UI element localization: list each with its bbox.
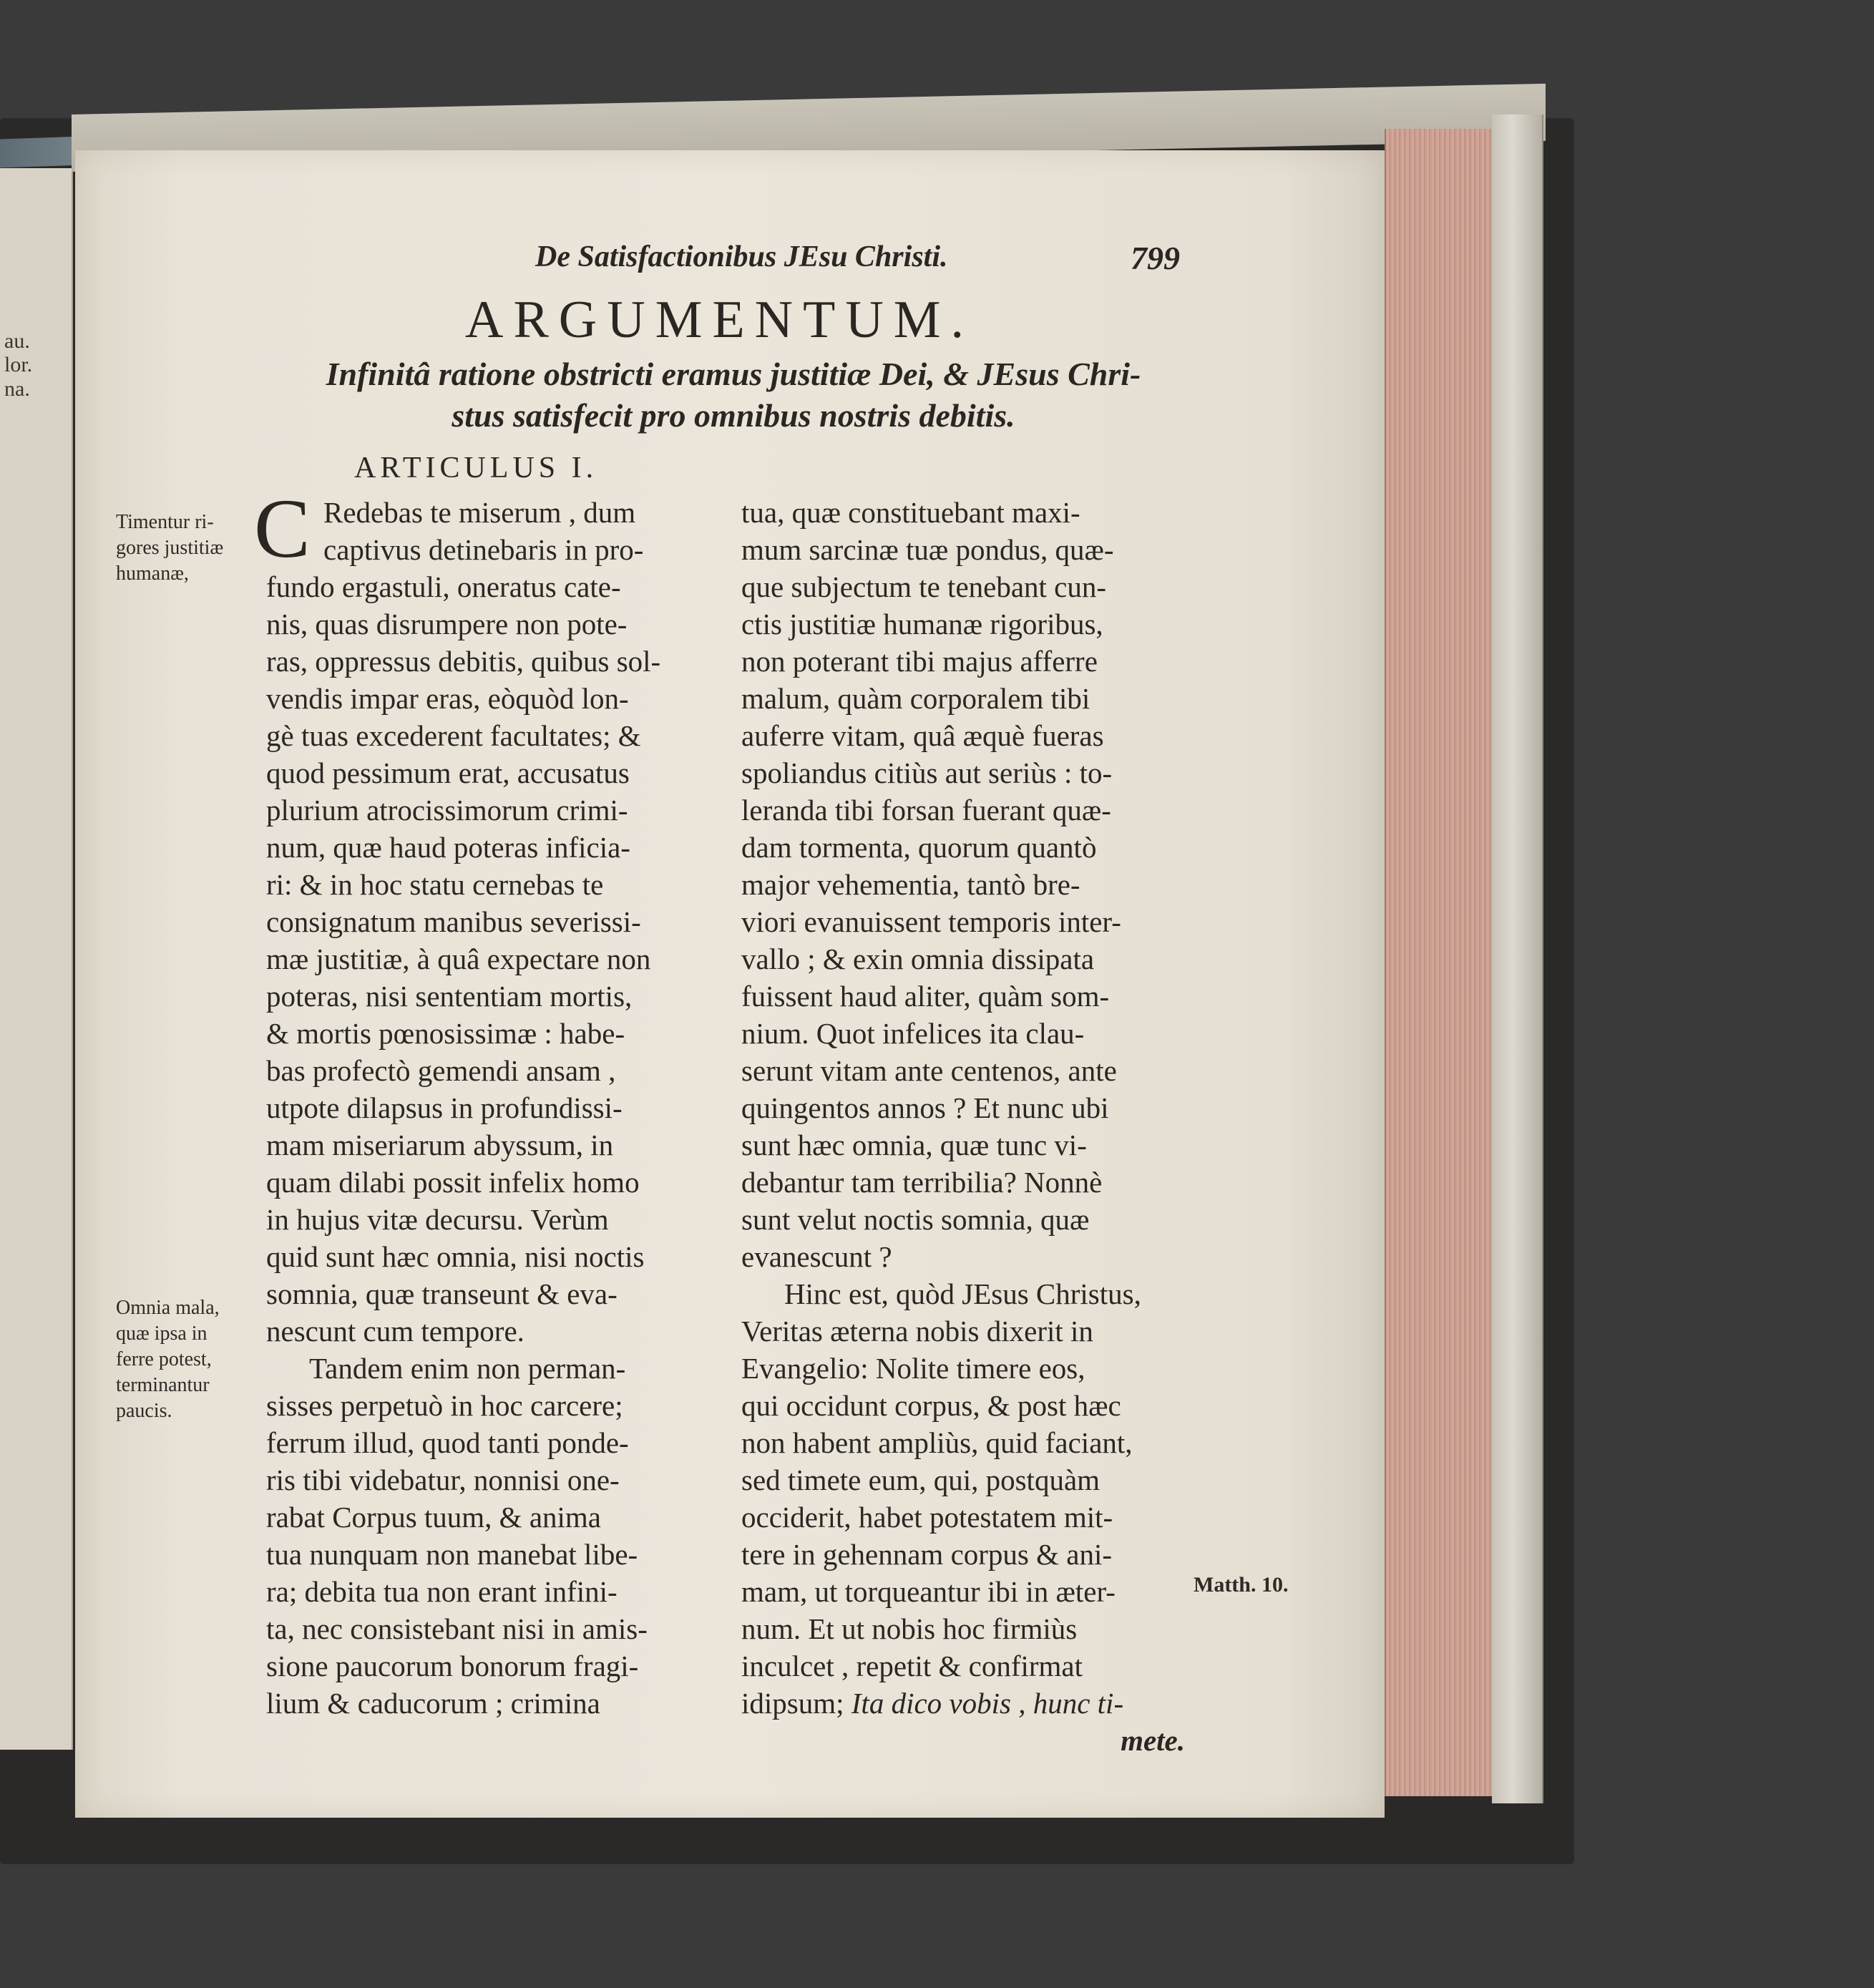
text-line: non poterant tibi majus afferre bbox=[741, 645, 1098, 678]
margin-note-line: ferre potest, bbox=[116, 1348, 212, 1370]
text-line: debantur tam terribilia? Nonnè bbox=[741, 1166, 1103, 1199]
subtitle-line: stus satisfecit pro omnibus nostris debitis. bbox=[452, 397, 1015, 434]
catchword: mete. bbox=[1121, 1724, 1185, 1757]
text-line: Evangelio: Nolite timere eos, bbox=[741, 1352, 1085, 1385]
text-line: in hujus vitæ decursu. Verùm bbox=[266, 1203, 609, 1236]
text-roman: idipsum; bbox=[741, 1687, 851, 1720]
book-cover-edge bbox=[1492, 114, 1543, 1803]
text-line: rabat Corpus tuum, & anima bbox=[266, 1501, 601, 1534]
article-heading: ARTICULUS I. bbox=[354, 452, 598, 484]
drop-cap: C bbox=[254, 482, 311, 575]
text-line: spoliandus citiùs aut seriùs : to- bbox=[741, 756, 1113, 789]
text-line: vendis impar eras, eòquòd lon- bbox=[266, 682, 629, 715]
left-page-fragment: lor. bbox=[4, 353, 33, 376]
text-line: utpote dilapsus in profundissi- bbox=[266, 1091, 623, 1124]
text-italic: Ita dico vobis , hunc ti- bbox=[851, 1687, 1124, 1720]
text-line: quod pessimum erat, accusatus bbox=[266, 756, 630, 789]
margin-note-line: Timentur ri- bbox=[116, 511, 214, 533]
right-column bbox=[741, 494, 1185, 1759]
margin-note-line: terminantur bbox=[116, 1374, 210, 1396]
page-number: 799 bbox=[1131, 240, 1180, 276]
text-line: ta, nec consistebant nisi in amis- bbox=[266, 1612, 648, 1645]
text-line: sunt velut noctis somnia, quæ bbox=[741, 1203, 1090, 1236]
margin-note-line: gores justitiæ bbox=[116, 537, 224, 559]
margin-note bbox=[116, 1295, 220, 1424]
text-line: evanescunt ? bbox=[741, 1240, 892, 1273]
text-line: ras, oppressus debitis, quibus sol- bbox=[266, 645, 661, 678]
text-line: malum, quàm corporalem tibi bbox=[741, 682, 1090, 715]
text-line: nescunt cum tempore. bbox=[266, 1315, 524, 1348]
text-line: mam, ut torqueantur ibi in æter- bbox=[741, 1575, 1116, 1608]
text-line: lium & caducorum ; crimina bbox=[266, 1687, 600, 1720]
text-line: quam dilabi possit infelix homo bbox=[266, 1166, 640, 1199]
text-line: ris tibi videbatur, nonnisi one- bbox=[266, 1463, 620, 1496]
left-page-fragment: na. bbox=[4, 377, 30, 401]
text-line: sed timete eum, qui, postquàm bbox=[741, 1463, 1101, 1496]
running-head: De Satisfactionibus JEsu Christi. bbox=[535, 240, 948, 273]
text-line: plurium atrocissimorum crimi- bbox=[266, 794, 628, 827]
text-line: Veritas æterna nobis dixerit in bbox=[741, 1315, 1093, 1348]
margin-note bbox=[116, 510, 223, 587]
margin-note-line: humanæ, bbox=[116, 562, 189, 585]
text-line: que subjectum te tenebant cun- bbox=[741, 570, 1107, 603]
text-line: ri: & in hoc statu cernebas te bbox=[266, 868, 604, 901]
text-line: tere in gehennam corpus & ani- bbox=[741, 1538, 1113, 1571]
left-page-edge bbox=[0, 168, 73, 1750]
text-line: somnia, quæ transeunt & eva- bbox=[266, 1277, 618, 1310]
text-line: nium. Quot infelices ita clau- bbox=[741, 1017, 1085, 1050]
page-title: ARGUMENTUM. bbox=[465, 291, 975, 349]
left-column bbox=[266, 494, 660, 1722]
text-line: occiderit, habet potestatem mit- bbox=[741, 1501, 1113, 1534]
text-line: qui occidunt corpus, & post hæc bbox=[741, 1389, 1121, 1422]
subtitle-line: Infinitâ ratione obstricti eramus justitiæ Dei, & JEsus Chri- bbox=[326, 356, 1141, 392]
text-line: ctis justitiæ humanæ rigoribus, bbox=[741, 608, 1103, 640]
text-line: viori evanuissent temporis inter- bbox=[741, 905, 1121, 938]
text-line: sunt hæc omnia, quæ tunc vi- bbox=[741, 1129, 1087, 1161]
text-line: mam miseriarum abyssum, in bbox=[266, 1129, 614, 1161]
text-line: mum sarcinæ tuæ pondus, quæ- bbox=[741, 533, 1114, 566]
page-fore-edge bbox=[1385, 129, 1493, 1796]
text-line: & mortis pœnosissimæ : habe- bbox=[266, 1017, 625, 1050]
text-line: major vehementia, tantò bre- bbox=[741, 868, 1080, 901]
text-line: gè tuas excederent facultates; & bbox=[266, 719, 641, 752]
text-line: inculcet , repetit & confirmat bbox=[741, 1650, 1083, 1682]
text-line: mæ justitiæ, à quâ expectare non bbox=[266, 942, 651, 975]
text-line: sisses perpetuò in hoc carcere; bbox=[266, 1389, 623, 1422]
text-line: serunt vitam ante centenos, ante bbox=[741, 1054, 1117, 1087]
text-line: num. Et ut nobis hoc firmiùs bbox=[741, 1612, 1078, 1645]
text-line: ra; debita tua non erant infini- bbox=[266, 1575, 618, 1608]
text-line bbox=[741, 1685, 1185, 1722]
text-line: vallo ; & exin omnia dissipata bbox=[741, 942, 1095, 975]
margin-note-line: Omnia mala, bbox=[116, 1297, 220, 1319]
text-line: Hinc est, quòd JEsus Christus, bbox=[784, 1277, 1141, 1310]
text-line: dam tormenta, quorum quantò bbox=[741, 831, 1097, 864]
text-line: non habent ampliùs, quid faciant, bbox=[741, 1426, 1133, 1459]
text-line: captivus detinebaris in pro- bbox=[323, 533, 644, 566]
text-line: Redebas te miserum , dum bbox=[323, 496, 636, 529]
text-line: consignatum manibus severissi- bbox=[266, 905, 641, 938]
text-line: fuissent haud aliter, quàm som- bbox=[741, 980, 1110, 1013]
text-line: bas profectò gemendi ansam , bbox=[266, 1054, 616, 1087]
left-page-fragment: au. bbox=[4, 329, 30, 353]
text-line: fundo ergastuli, oneratus cate- bbox=[266, 570, 621, 603]
text-line: tua nunquam non manebat libe- bbox=[266, 1538, 638, 1571]
margin-note: Matth. 10. bbox=[1194, 1573, 1289, 1597]
margin-note-line: quæ ipsa in bbox=[116, 1322, 208, 1345]
text-line: poteras, nisi sententiam mortis, bbox=[266, 980, 633, 1013]
text-line: nis, quas disrumpere non pote- bbox=[266, 608, 628, 640]
text-line: quid sunt hæc omnia, nisi noctis bbox=[266, 1240, 645, 1273]
text-line: leranda tibi forsan fuerant quæ- bbox=[741, 794, 1111, 827]
subtitle bbox=[268, 354, 1199, 437]
text-line: auferre vitam, quâ æquè fueras bbox=[741, 719, 1104, 752]
text-line: ferrum illud, quod tanti ponde- bbox=[266, 1426, 629, 1459]
text-line: sione paucorum bonorum fragi- bbox=[266, 1650, 639, 1682]
text-line: tua, quæ constituebant maxi- bbox=[741, 496, 1080, 529]
text-line: quingentos annos ? Et nunc ubi bbox=[741, 1091, 1109, 1124]
margin-note-line: paucis. bbox=[116, 1400, 172, 1422]
text-line: Tandem enim non perman- bbox=[309, 1352, 626, 1385]
text-line: num, quæ haud poteras inficia- bbox=[266, 831, 630, 864]
